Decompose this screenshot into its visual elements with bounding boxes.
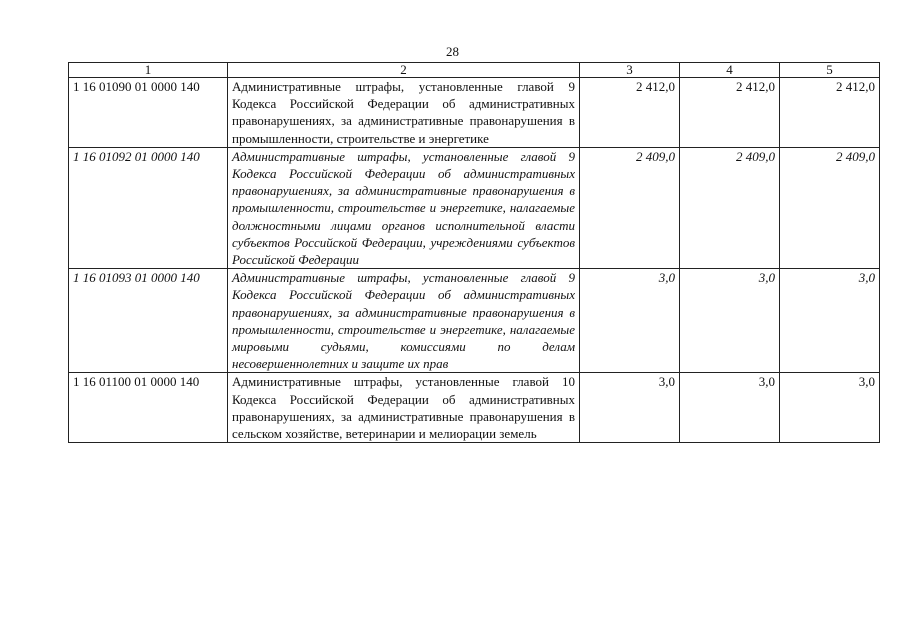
row-value-col5: 3,0 [780,269,880,373]
row-value-col3: 3,0 [580,373,680,443]
table-row [69,373,880,443]
row-value-col5: 2 409,0 [780,147,880,268]
row-description: Административные штрафы, установленные главой 10 Кодекса Российской Федерации об административных правонарушениях, за административные правонарушения в сельском хозяйстве, ветеринарии и мелиорации земель [228,373,580,443]
row-value-col4: 3,0 [680,269,780,373]
row-value-col3: 2 409,0 [580,147,680,268]
row-code: 1 16 01092 01 0000 140 [69,147,228,268]
budget-table [68,62,880,443]
header-col-3: 3 [580,63,680,78]
row-value-col3: 3,0 [580,269,680,373]
row-value-col5: 3,0 [780,373,880,443]
row-value-col3: 2 412,0 [580,78,680,148]
table-row [69,269,880,373]
row-code: 1 16 01093 01 0000 140 [69,269,228,373]
page-number: 28 [446,44,459,59]
row-value-col4: 3,0 [680,373,780,443]
row-value-col4: 2 412,0 [680,78,780,148]
row-value-col4: 2 409,0 [680,147,780,268]
header-col-4: 4 [680,63,780,78]
row-code: 1 16 01090 01 0000 140 [69,78,228,148]
row-description: Административные штрафы, установленные главой 9 Кодекса Российской Федерации об административных правонарушениях, за административные правонарушения в промышленности, строительстве и энергетике, налагаемые должностными лицами органов исполнительной власти субъектов Российской Федерации, учреждениями субъектов Российской Федерации [228,147,580,268]
header-col-1: 1 [69,63,228,78]
header-row [69,63,880,78]
table-body [69,78,880,443]
row-description: Административные штрафы, установленные главой 9 Кодекса Российской Федерации об административных правонарушениях, за административные правонарушения в промышленности, строительстве и энергетике [228,78,580,148]
row-value-col5: 2 412,0 [780,78,880,148]
header-col-2: 2 [228,63,580,78]
table-row [69,78,880,148]
row-code: 1 16 01100 01 0000 140 [69,373,228,443]
table-row [69,147,880,268]
table-header [69,63,880,78]
header-col-5: 5 [780,63,880,78]
row-description: Административные штрафы, установленные главой 9 Кодекса Российской Федерации об административных правонарушениях, за административные правонарушения в промышленности, строительстве и энергетике, налагаемые мировыми судьями, комиссиями по делам несовершеннолетних и защите их прав [228,269,580,373]
